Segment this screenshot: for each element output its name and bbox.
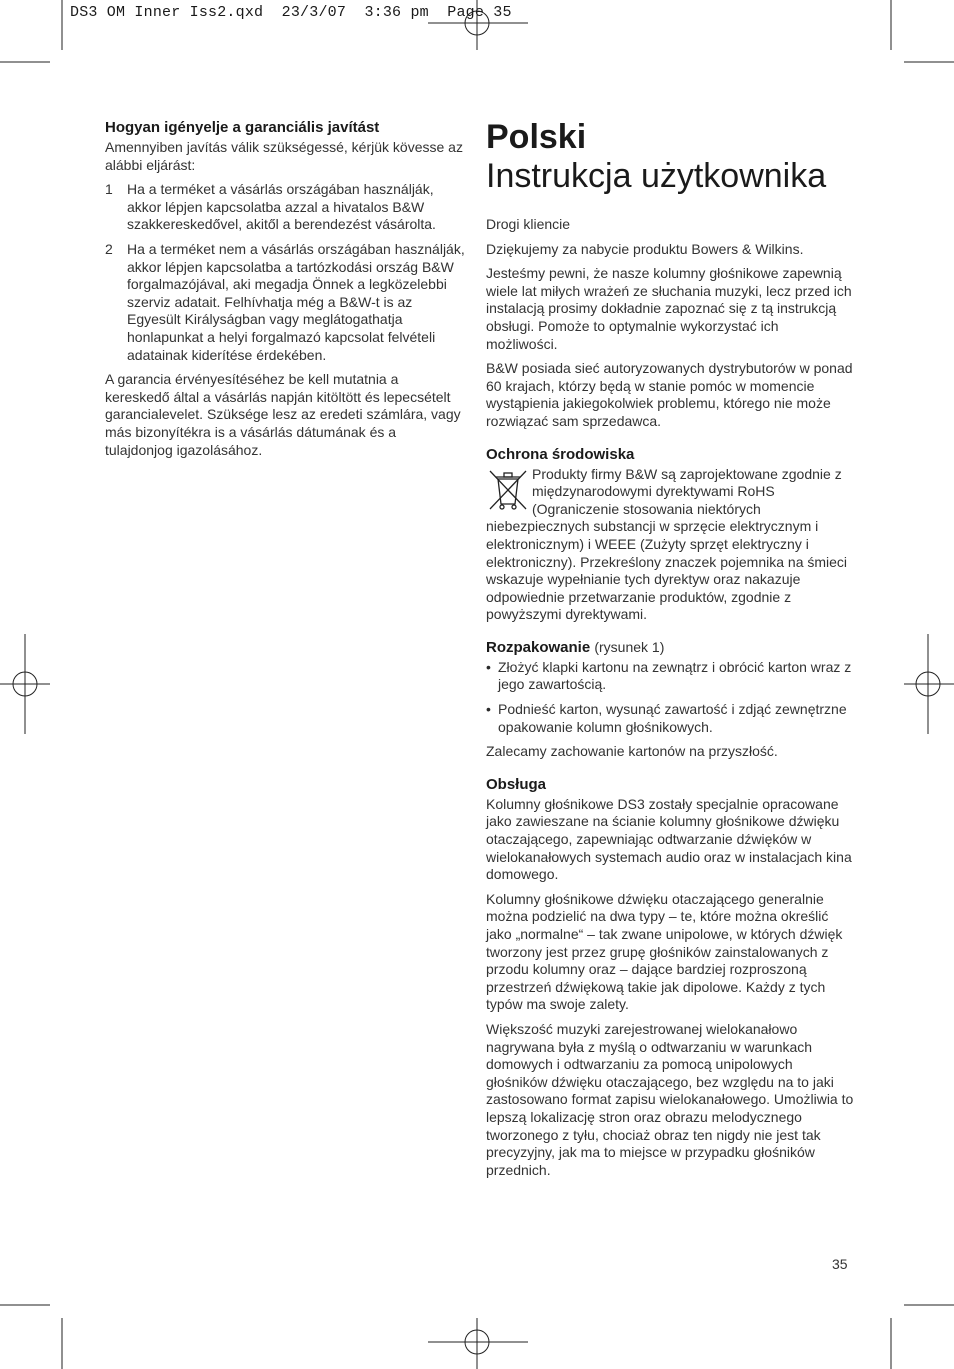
list-text: Złożyć klapki kartonu na zewnątrz i obrócić karton wraz z jego zawartością. (498, 658, 852, 693)
list-item (105, 181, 465, 234)
operation-paragraph-3: Większość muzyki zarejestrowanej wielokanałowo nagrywana była z myślą o odtwarzaniu w warunkach domowych i odtwarzaniu za pomocą unipolowych głośników dźwięku otaczającego, bez względu na to jaki zastosowano format zapisu wielokanałowego. Umożliwia to lepszą lokalizację stron oraz obrazu melodycznego tworzonego z tyłu, chociaż obraz ten nigdy nie jest tak precyzyjny, jak ma to miejsce w przypadku głośników przednich. (486, 1020, 854, 1178)
unpacking-heading-row (486, 638, 854, 657)
bullet-icon: • (486, 658, 491, 675)
page-number: 35 (832, 1256, 848, 1272)
list-number: 2 (105, 240, 113, 257)
page-title: Polski (486, 118, 587, 156)
environment-section (486, 466, 854, 624)
figure-reference: (rysunek 1) (594, 638, 665, 655)
crossed-bin-icon (486, 468, 530, 512)
intro-paragraph: Jesteśmy pewni, że nasze kolumny głośnikowe zapewnią wiele lat miłych wrażeń ze słuchania muzyki, lecz przed ich instalacją prosimy dokładnie zapoznać się z tą instrukcją obsługi. Pomoże to optymalnie wykorzystać ich możliwości. (486, 265, 852, 352)
warranty-heading: Hogyan igényelje a garanciális javítást (105, 119, 380, 136)
list-item (486, 659, 854, 694)
warranty-steps (105, 181, 465, 364)
environment-heading: Ochrona środowiska (486, 445, 635, 463)
page-subtitle: Instrukcja użytkownika (486, 157, 827, 195)
bullet-icon: • (486, 701, 491, 718)
list-item (105, 241, 465, 364)
operation-heading: Obsługa (486, 775, 547, 793)
list-number: 1 (105, 181, 113, 198)
unpacking-heading: Rozpakowanie (486, 638, 591, 656)
operation-paragraph-1: Kolumny głośnikowe DS3 zostały specjalnie opracowane jako zawieszane na ścianie kolumny głośnikowe dźwięku otaczającego, zapewniając odtwarzanie dźwięków w wielokanałowych systemach audio oraz w instalacjach kina domowego. (486, 795, 852, 883)
list-text: Ha a terméket a vásárlás országában használják, akkor lépjen kapcsolatba azzal a hivatalos B&W szakkereskedővel, akitől a berendezést vásárolta. (127, 181, 436, 233)
operation-paragraph-2: Kolumny głośnikowe dźwięku otaczającego generalnie można podzielić na dwa typy – te, które można określić jako „normalne“ – tak zwane unipolowe, w których dźwięk tworzony jest przez grupę głośników zainstalowanych z przodu kolumny oraz – dające bardziej rozproszoną przestrzeń dźwiękową takie jak dipolowe. Każdy z tych typów ma swoje zalety. (486, 890, 843, 1013)
thanks-text: Dziękujemy za nabycie produktu Bowers & Wilkins. (486, 240, 804, 257)
unpacking-closing: Zalecamy zachowanie kartonów na przyszłość. (486, 743, 778, 760)
warranty-closing: A garancia érvényesítéséhez be kell mutatnia a kereskedő által a vásárlás napján kitöltött és lepecsételt garancialevelet. Szüksége lesz az eredeti számlára, vagy más bizonyítékra is a vásárlás dátumának és a tulajdonjog igazolásához. (105, 371, 461, 458)
right-column (486, 118, 854, 1186)
print-slug: DS3 OM Inner Iss2.qxd 23/3/07 3:36 pm Page 35 (70, 4, 512, 21)
environment-text: Produkty firmy B&W są zaprojektowane zgodnie z międzynarodowymi dyrektywami RoHS (Ograniczenie stosowania niektórych niebezpiecznych substancji w sprzęcie elektrycznym i elektronicznym) i WEEE (Zużyty sprzęt elektryczny i elektroniczny). Przekreślony znaczek pojemnika na śmieci wskazuje wypełnianie tych dyrektyw oraz nakazuje odpowiednie przetwarzanie produktów, zgodnie z powyższymi dyrektywami. (486, 465, 848, 623)
list-text: Ha a terméket nem a vásárlás országában használják, akkor lépjen kapcsolatba a tartózkodási ország B&W forgalmazójával, aki megadja Önnek a legközelebbi szerviz adatait. Felhívhatja még a B&W-t is az Egyesült Királyságban vagy meglátogathatja honlapunkat a helyi forgalmazó kapcsolat felvételi adatainak kiderítése érdekében. (127, 240, 465, 363)
greeting: Drogi kliencie (486, 216, 571, 232)
list-text: Podnieść karton, wysunąć zawartość i zdjąć zewnętrzne opakowanie kolumn głośnikowych. (498, 701, 847, 735)
list-item (486, 701, 854, 736)
left-column (105, 118, 465, 466)
unpacking-steps (486, 659, 854, 736)
warranty-intro: Amennyiben javítás válik szükségessé, kérjük kövesse az alábbi eljárást: (105, 139, 463, 173)
dealer-paragraph: B&W posiada sieć autoryzowanych dystrybutorów w ponad 60 krajach, którzy będą w stanie pomóc w momencie wystąpienia jakiegokolwiek problemu, którego nie może rozwiązać sam sprzedawca. (486, 360, 853, 429)
